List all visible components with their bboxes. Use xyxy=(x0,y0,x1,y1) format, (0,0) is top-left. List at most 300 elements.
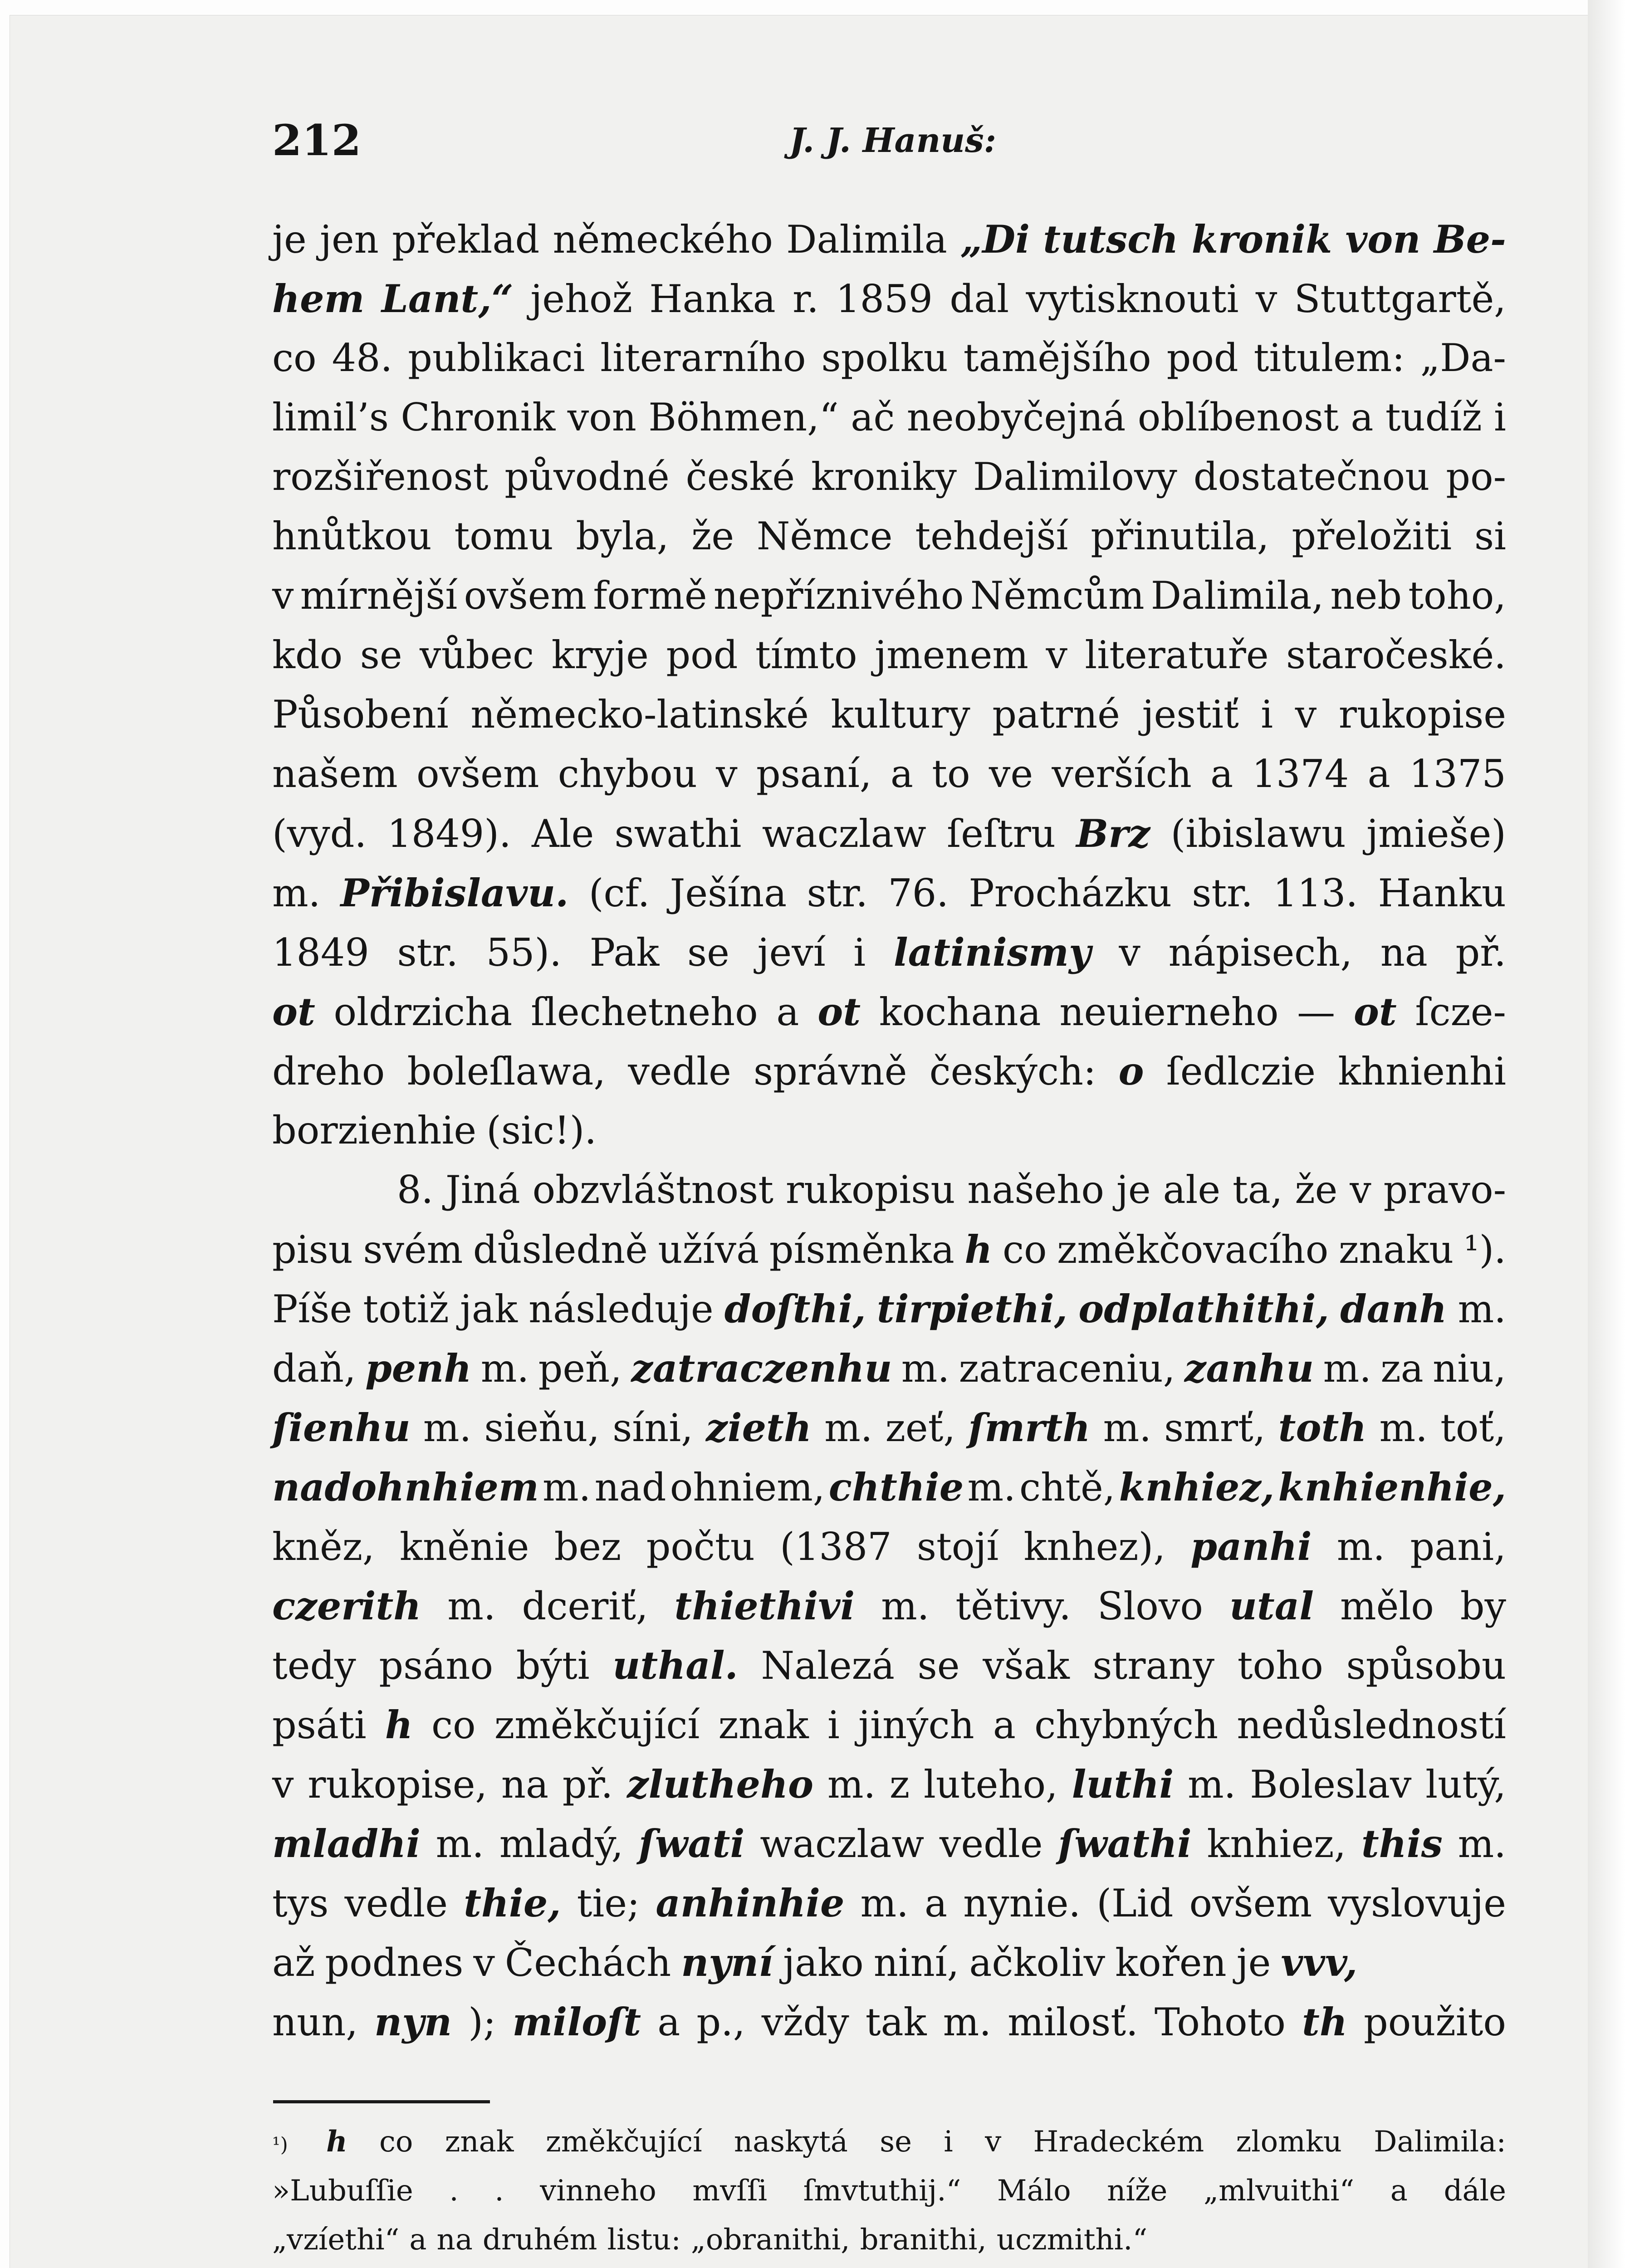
word: vyslovuje xyxy=(1328,1881,1506,1926)
word: (sic!). xyxy=(486,1108,597,1153)
word: kněnie xyxy=(399,1525,529,1569)
word: a xyxy=(657,2000,680,2044)
word: m. xyxy=(1379,1406,1428,1450)
word: m. xyxy=(1188,1762,1236,1807)
word: druhém xyxy=(482,2223,597,2257)
italic-word: luthi xyxy=(1072,1762,1174,1807)
word: limil’s xyxy=(272,395,389,440)
word: mladý, xyxy=(499,1822,624,1866)
word: z xyxy=(889,1762,910,1807)
text-line xyxy=(272,744,1506,804)
word: v xyxy=(1119,930,1140,975)
italic-word: mladhi xyxy=(272,1821,421,1866)
italic-word: danh xyxy=(1340,1286,1447,1331)
word: smrť, xyxy=(1164,1406,1266,1450)
word: Dalimila, xyxy=(1150,573,1324,618)
word: následuje xyxy=(529,1287,714,1331)
word: i xyxy=(1261,692,1273,737)
word: m. xyxy=(901,1346,950,1391)
running-head: J. J. Hanuš: xyxy=(789,121,997,160)
word: mírnější xyxy=(300,573,458,618)
word: Chronik xyxy=(401,395,556,440)
text-line xyxy=(272,566,1506,626)
word: daň, xyxy=(272,1346,356,1391)
word: Stuttgartě, xyxy=(1294,277,1506,321)
word: tomu xyxy=(454,514,553,558)
word: a xyxy=(890,752,913,796)
word: vůbec xyxy=(420,633,534,677)
text-line xyxy=(272,923,1506,982)
text-line xyxy=(272,447,1506,507)
italic-word: this xyxy=(1361,1821,1443,1866)
word: české xyxy=(685,455,795,499)
word: pod xyxy=(1166,336,1238,380)
italic-word: th xyxy=(1302,1999,1347,2044)
word: chtě, xyxy=(1019,1465,1116,1510)
word: toť, xyxy=(1440,1406,1506,1450)
italic-word: ſwati xyxy=(638,1821,745,1866)
word: na xyxy=(436,2223,473,2257)
text-line xyxy=(272,685,1506,744)
word: změkčující xyxy=(494,1703,700,1747)
word: (vyd. xyxy=(272,811,367,856)
italic-word: tirpiethi, xyxy=(876,1286,1067,1331)
word: nápisech, xyxy=(1168,930,1353,975)
text-line xyxy=(272,210,1506,269)
word: mělo xyxy=(1340,1584,1434,1628)
word: kdo xyxy=(272,633,343,677)
word: přinutila, xyxy=(1091,514,1269,558)
word: Ale xyxy=(531,811,594,856)
word: obzvláštnost xyxy=(532,1168,773,1212)
text-line xyxy=(272,1101,1506,1160)
word: waczlaw xyxy=(760,1822,925,1866)
word: a xyxy=(1367,752,1390,796)
word: niní, xyxy=(873,1941,959,1985)
word: a xyxy=(1351,395,1374,440)
word: v xyxy=(985,2125,1002,2159)
word: rozšiřenost xyxy=(272,455,489,499)
text-line xyxy=(272,1457,1506,1517)
word: naskytá xyxy=(734,2125,848,2159)
italic-word: hem xyxy=(272,276,365,321)
word: Hradeckém xyxy=(1033,2125,1204,2159)
word: ¹). xyxy=(1463,1227,1506,1272)
word: boleſlawa, xyxy=(407,1049,606,1094)
italic-word: vvv, xyxy=(1281,1940,1358,1985)
word: chybou xyxy=(558,752,697,796)
word: zlomku xyxy=(1236,2125,1342,2159)
word: borzienhie xyxy=(272,1108,477,1153)
word: by xyxy=(1460,1584,1506,1628)
word: ſeſtru xyxy=(947,811,1056,856)
word: jeví xyxy=(757,930,826,975)
italic-word: „Di xyxy=(960,217,1030,262)
word: dal xyxy=(950,277,1009,321)
word: rukopise, xyxy=(308,1762,488,1807)
word: podnes xyxy=(325,1941,464,1985)
word: v xyxy=(1350,1168,1371,1212)
word: m. xyxy=(1458,1822,1506,1866)
italic-word: anhinhie xyxy=(656,1881,845,1926)
word: nad xyxy=(594,1465,666,1510)
word: tie; xyxy=(577,1881,640,1926)
word: jako xyxy=(783,1941,864,1985)
word: v xyxy=(716,752,738,796)
italic-word: czerith xyxy=(272,1584,421,1628)
word: „Da- xyxy=(1420,336,1506,380)
word: kryje xyxy=(551,633,649,677)
word: tak xyxy=(865,2000,927,2044)
body-text xyxy=(272,210,1506,2052)
word: knhiez, xyxy=(1207,1822,1346,1866)
word: kochana xyxy=(879,990,1041,1034)
word: ale xyxy=(1163,1168,1221,1212)
word: německo-latinské xyxy=(470,692,809,737)
word: Hanka xyxy=(649,277,776,321)
italic-word: ot xyxy=(1353,989,1397,1034)
word: zeť, xyxy=(885,1406,956,1450)
word: m. xyxy=(447,1584,496,1628)
word: Tohoto xyxy=(1154,2000,1286,2044)
word: . xyxy=(449,2174,459,2208)
word: si xyxy=(1474,514,1506,558)
word: psáti xyxy=(272,1703,367,1747)
word: ačkoliv xyxy=(969,1941,1106,1985)
italic-word: ſwathi xyxy=(1058,1821,1192,1866)
italic-word: latinismy xyxy=(893,930,1091,975)
word: milosť. xyxy=(1008,2000,1138,2044)
text-line xyxy=(272,1339,1506,1398)
word: m. xyxy=(943,2000,992,2044)
word: m. xyxy=(272,871,321,915)
word: tudíž xyxy=(1385,395,1482,440)
word: „mlvuithi“ xyxy=(1203,2174,1355,2208)
word: kořen xyxy=(1115,1941,1227,1985)
word: Působení xyxy=(272,692,449,737)
word: zatraceniu, xyxy=(959,1346,1175,1391)
word: se xyxy=(917,1643,960,1688)
word: to xyxy=(932,752,970,796)
word: bez xyxy=(554,1525,622,1569)
italic-word: Be- xyxy=(1434,217,1506,262)
word: že xyxy=(691,514,734,558)
word: co xyxy=(379,2125,413,2159)
word: niu, xyxy=(1433,1346,1506,1391)
word: Procházku xyxy=(969,871,1172,915)
word: kněz, xyxy=(272,1525,375,1569)
word: dceriť, xyxy=(522,1584,648,1628)
word: i xyxy=(853,930,866,975)
word: a xyxy=(776,990,799,1034)
word: nynie. xyxy=(963,1881,1081,1926)
word: správně xyxy=(754,1049,907,1094)
italic-word: zlutheho xyxy=(627,1762,814,1807)
word: von xyxy=(567,395,636,440)
text-line xyxy=(272,2166,1506,2215)
word: Pak xyxy=(589,930,660,975)
text-line xyxy=(272,1636,1506,1695)
word: ſcze- xyxy=(1415,990,1506,1034)
text-line xyxy=(272,1814,1506,1873)
italic-word: odplathithi, xyxy=(1078,1286,1329,1331)
word: rukopise xyxy=(1338,692,1506,737)
word: znak xyxy=(445,2125,514,2159)
text-line xyxy=(272,1220,1506,1279)
word: p., xyxy=(696,2000,745,2044)
word: ſmvtuthij.“ xyxy=(803,2174,961,2208)
word: titulem: xyxy=(1253,336,1405,380)
word: literatuře xyxy=(1085,633,1269,677)
footnote xyxy=(272,2117,1506,2268)
italic-word: ſienhu xyxy=(272,1405,411,1450)
italic-word: kronik xyxy=(1191,217,1332,262)
word: psáno xyxy=(379,1643,494,1688)
text-line xyxy=(272,1992,1506,2052)
word: 55). xyxy=(486,930,562,975)
word: vždy xyxy=(761,2000,849,2044)
text-line xyxy=(272,1873,1506,1933)
word: vedle xyxy=(628,1049,731,1094)
word: oblíbenost xyxy=(1137,395,1339,440)
word: překlad xyxy=(392,217,540,262)
word: počtu xyxy=(646,1525,755,1569)
word: m. xyxy=(1323,1346,1371,1391)
word: m. xyxy=(824,1406,873,1450)
word: (cf. xyxy=(588,871,650,915)
word: 1374 xyxy=(1252,752,1349,796)
text-line xyxy=(272,863,1506,923)
word: uczmithi.“ xyxy=(996,2223,1148,2257)
italic-word: zanhu xyxy=(1184,1346,1314,1391)
word: však xyxy=(983,1643,1070,1688)
word: českých: xyxy=(929,1049,1096,1094)
word: 1375 xyxy=(1409,752,1506,796)
italic-word: h xyxy=(385,1702,413,1747)
word: 76. xyxy=(888,871,949,915)
word: peň, xyxy=(538,1346,622,1391)
text-line xyxy=(272,2215,1506,2264)
word: ač xyxy=(851,395,895,440)
italic-word: von xyxy=(1345,217,1421,262)
italic-word: nyn xyxy=(374,1999,452,2044)
italic-word: nadohnhiem xyxy=(272,1465,539,1510)
italic-word: toth xyxy=(1278,1405,1367,1450)
word: se xyxy=(880,2125,912,2159)
word: Čechách xyxy=(504,1941,671,1985)
word: formě xyxy=(593,573,707,618)
word: tedy xyxy=(272,1643,356,1688)
word: jehož xyxy=(530,277,632,321)
word: 8. xyxy=(397,1168,434,1212)
text-line xyxy=(272,982,1506,1041)
word: Píše xyxy=(272,1287,352,1331)
word: knhez), xyxy=(1023,1525,1166,1569)
word: „obranithi, xyxy=(690,2223,850,2257)
word: i xyxy=(944,2125,953,2159)
word: neb xyxy=(1330,573,1402,618)
word: nun, xyxy=(272,2000,358,2044)
word: původné xyxy=(504,455,670,499)
italic-word: ot xyxy=(817,989,861,1034)
word: psaní, xyxy=(756,752,872,796)
word: ovšem xyxy=(464,573,587,618)
footnote-lines xyxy=(272,2117,1506,2264)
italic-word: zieth xyxy=(706,1405,812,1450)
word: str. xyxy=(1192,871,1253,915)
word: Dalimila xyxy=(786,217,947,262)
word: stojí xyxy=(916,1525,999,1569)
word: je xyxy=(1116,1168,1151,1212)
word: jestiť xyxy=(1142,692,1239,737)
word: pravo- xyxy=(1383,1168,1506,1212)
word: branithi, xyxy=(860,2223,987,2257)
word: ovšem xyxy=(416,752,539,796)
italic-word: Přibislavu. xyxy=(340,870,569,915)
word: kultury xyxy=(831,692,970,737)
footnote-mark: ¹) xyxy=(272,2133,288,2156)
word: toho xyxy=(1237,1643,1323,1688)
text-line xyxy=(272,1398,1506,1457)
word: a xyxy=(993,1703,1016,1747)
text-line xyxy=(272,804,1506,863)
word: (1387 xyxy=(780,1525,892,1569)
word: patrné xyxy=(992,692,1120,737)
word: našeho xyxy=(967,1168,1104,1212)
word: níže xyxy=(1107,2174,1168,2208)
word: 48. xyxy=(332,336,393,380)
word: býti xyxy=(516,1643,590,1688)
word: na xyxy=(1380,930,1428,975)
word: se xyxy=(360,633,402,677)
word: Málo xyxy=(997,2174,1071,2208)
word: Slovo xyxy=(1097,1584,1203,1628)
word: Jiná xyxy=(445,1168,520,1212)
word: v xyxy=(1255,277,1277,321)
italic-word: tutsch xyxy=(1043,217,1179,262)
word: m. xyxy=(1336,1525,1385,1569)
word: tímto xyxy=(755,633,857,677)
word: oldrzicha xyxy=(333,990,513,1034)
word: co xyxy=(272,336,317,380)
word: 1849 xyxy=(272,930,369,975)
word: »Lubuſſie xyxy=(272,2174,413,2208)
italic-word: nyní xyxy=(681,1940,773,1985)
word: publikaci xyxy=(408,336,585,380)
italic-word: Lant,“ xyxy=(381,276,514,321)
word: v xyxy=(473,1941,495,1985)
word: Boleslav xyxy=(1250,1762,1412,1807)
word: co xyxy=(431,1703,476,1747)
word: a xyxy=(924,1881,948,1926)
word: a xyxy=(409,2223,427,2257)
text-line xyxy=(272,269,1506,328)
word: dále xyxy=(1444,2174,1506,2208)
word: m. xyxy=(423,1406,472,1450)
word: a xyxy=(1210,752,1233,796)
word: Hanku xyxy=(1378,871,1506,915)
word: hnůtkou xyxy=(272,514,432,558)
text-line xyxy=(272,507,1506,566)
word: i xyxy=(827,1703,840,1747)
italic-word: ot xyxy=(272,989,315,1034)
word: Němce xyxy=(756,514,893,558)
word: a xyxy=(1390,2174,1408,2208)
word: i xyxy=(1494,395,1506,440)
word: str. xyxy=(397,930,458,975)
word: 113. xyxy=(1273,871,1358,915)
word: — xyxy=(1297,990,1336,1034)
word: změkčující xyxy=(545,2125,702,2159)
word: 1849). xyxy=(387,811,511,856)
word: v xyxy=(272,1762,294,1807)
text-line xyxy=(272,328,1506,388)
text-line xyxy=(272,1041,1506,1101)
word: dreho xyxy=(272,1049,385,1094)
word: ve xyxy=(989,752,1033,796)
word: str. xyxy=(807,871,868,915)
word: nedůsledností xyxy=(1237,1703,1506,1747)
text-line xyxy=(272,1755,1506,1814)
word: tamějšího xyxy=(963,336,1151,380)
word: že xyxy=(1295,1168,1338,1212)
text-line xyxy=(272,1576,1506,1636)
word: khnienhi xyxy=(1338,1049,1506,1094)
word: nepříznivého xyxy=(713,573,964,618)
italic-word: zatraczenhu xyxy=(631,1346,892,1391)
word: vinneho xyxy=(540,2174,656,2208)
word: swathi xyxy=(614,811,742,856)
word: znak xyxy=(718,1703,809,1747)
word: chybných xyxy=(1034,1703,1219,1747)
italic-word: o xyxy=(1118,1049,1144,1094)
word: př. xyxy=(562,1762,613,1807)
word: . xyxy=(494,2174,504,2208)
word: mvſſi xyxy=(692,2174,768,2208)
word: m. xyxy=(827,1762,876,1807)
page-edge xyxy=(1588,0,1625,2268)
word: „vzíethi“ xyxy=(272,2223,400,2257)
word: je xyxy=(1236,1941,1271,1985)
word: po- xyxy=(1446,455,1506,499)
word: m. xyxy=(436,1822,484,1866)
italic-word: ſmrth xyxy=(968,1405,1091,1450)
word: co xyxy=(1002,1227,1047,1272)
text-line xyxy=(272,626,1506,685)
italic-word: h xyxy=(326,2125,348,2159)
word: Nalezá xyxy=(761,1643,895,1688)
word: m. xyxy=(1458,1287,1506,1331)
word: (ibislawu xyxy=(1170,811,1346,856)
word: literarního xyxy=(600,336,806,380)
word: neobyčejná xyxy=(906,395,1126,440)
word: důsledně xyxy=(473,1227,648,1272)
word: vytisknouti xyxy=(1026,277,1239,321)
word: až xyxy=(272,1941,315,1985)
word: neuierneho xyxy=(1059,990,1279,1034)
page-header xyxy=(0,107,1625,175)
italic-word: knhienhie, xyxy=(1278,1465,1506,1510)
word: Böhmen,“ xyxy=(648,395,839,440)
word: za xyxy=(1380,1346,1424,1391)
word: m. xyxy=(967,1465,1016,1510)
word: staročeské. xyxy=(1286,633,1506,677)
word: jak xyxy=(460,1287,518,1331)
italic-word: utal xyxy=(1229,1584,1314,1628)
word: rukopisu xyxy=(785,1168,955,1212)
italic-word: doſthi, xyxy=(724,1286,866,1331)
word: luteho, xyxy=(923,1762,1058,1807)
